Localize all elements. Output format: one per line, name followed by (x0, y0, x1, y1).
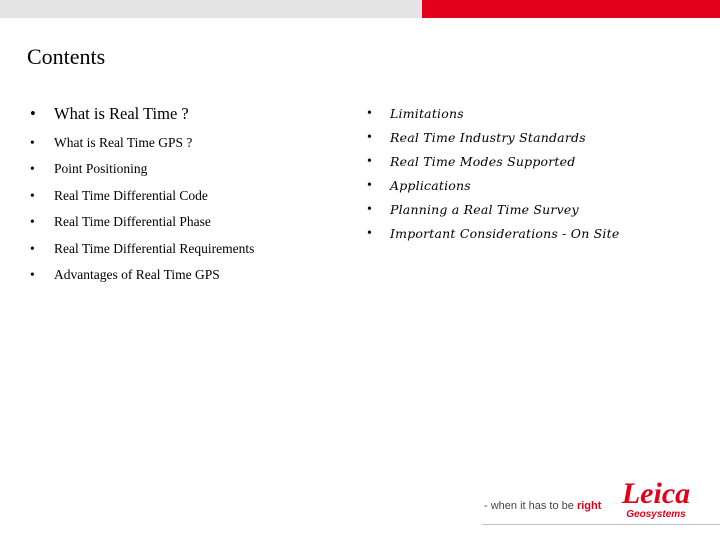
contents-list-right (367, 104, 620, 248)
list-item-label: What is Real Time GPS ? (54, 135, 193, 150)
bullet-icon: • (30, 104, 36, 123)
bullet-icon: • (30, 187, 35, 203)
list-item (30, 212, 254, 238)
bullet-icon: • (367, 130, 373, 145)
bullet-icon: • (30, 161, 35, 177)
list-item-label: Limitations (390, 106, 464, 121)
list-item-label: What is Real Time ? (54, 104, 189, 123)
list-item (367, 224, 620, 248)
bullet-icon: • (30, 135, 35, 150)
top-bar-red (422, 0, 720, 18)
bullet-icon: • (30, 214, 35, 230)
bullet-icon: • (367, 106, 373, 121)
slide-title: Contents (27, 44, 106, 69)
list-item (367, 176, 619, 200)
list-item-label: Important Considerations - On Site (390, 226, 620, 241)
list-item (30, 239, 255, 265)
list-item (367, 152, 619, 176)
footer-tagline (484, 500, 601, 512)
list-item-label: Point Positioning (54, 161, 148, 177)
bullet-icon: • (30, 240, 35, 256)
top-bar-gray (0, 0, 422, 18)
leica-logo (620, 478, 692, 530)
tagline-emphasis: right (576, 500, 602, 512)
list-item (367, 128, 619, 152)
bullet-icon: • (367, 202, 373, 217)
list-item-label: Real Time Differential Phase (54, 214, 211, 230)
logo-wordmark: Leica (621, 477, 691, 510)
list-item (367, 200, 619, 224)
list-item-label: Real Time Differential Requirements (54, 240, 255, 256)
bullet-icon: • (367, 154, 373, 169)
list-item-label: Applications (390, 178, 471, 193)
bullet-icon: • (30, 266, 35, 282)
list-item (30, 159, 254, 185)
bullet-icon: • (367, 178, 373, 193)
list-item-label: Advantages of Real Time GPS (54, 266, 220, 282)
list-item (30, 186, 254, 212)
list-item (30, 265, 254, 291)
contents-list-left (30, 104, 255, 291)
list-item-label: Planning a Real Time Survey (390, 202, 579, 217)
bullet-icon: • (367, 226, 373, 241)
list-item-label: Real Time Industry Standards (390, 130, 586, 145)
tagline-prefix: - when it has to be (484, 500, 577, 512)
list-item-label: Real Time Modes Supported (390, 154, 576, 169)
list-item-label: Real Time Differential Code (54, 187, 208, 203)
list-item (30, 104, 254, 133)
logo-subtext: Geosystems (626, 509, 686, 520)
list-item (30, 133, 254, 159)
list-item (367, 104, 619, 128)
